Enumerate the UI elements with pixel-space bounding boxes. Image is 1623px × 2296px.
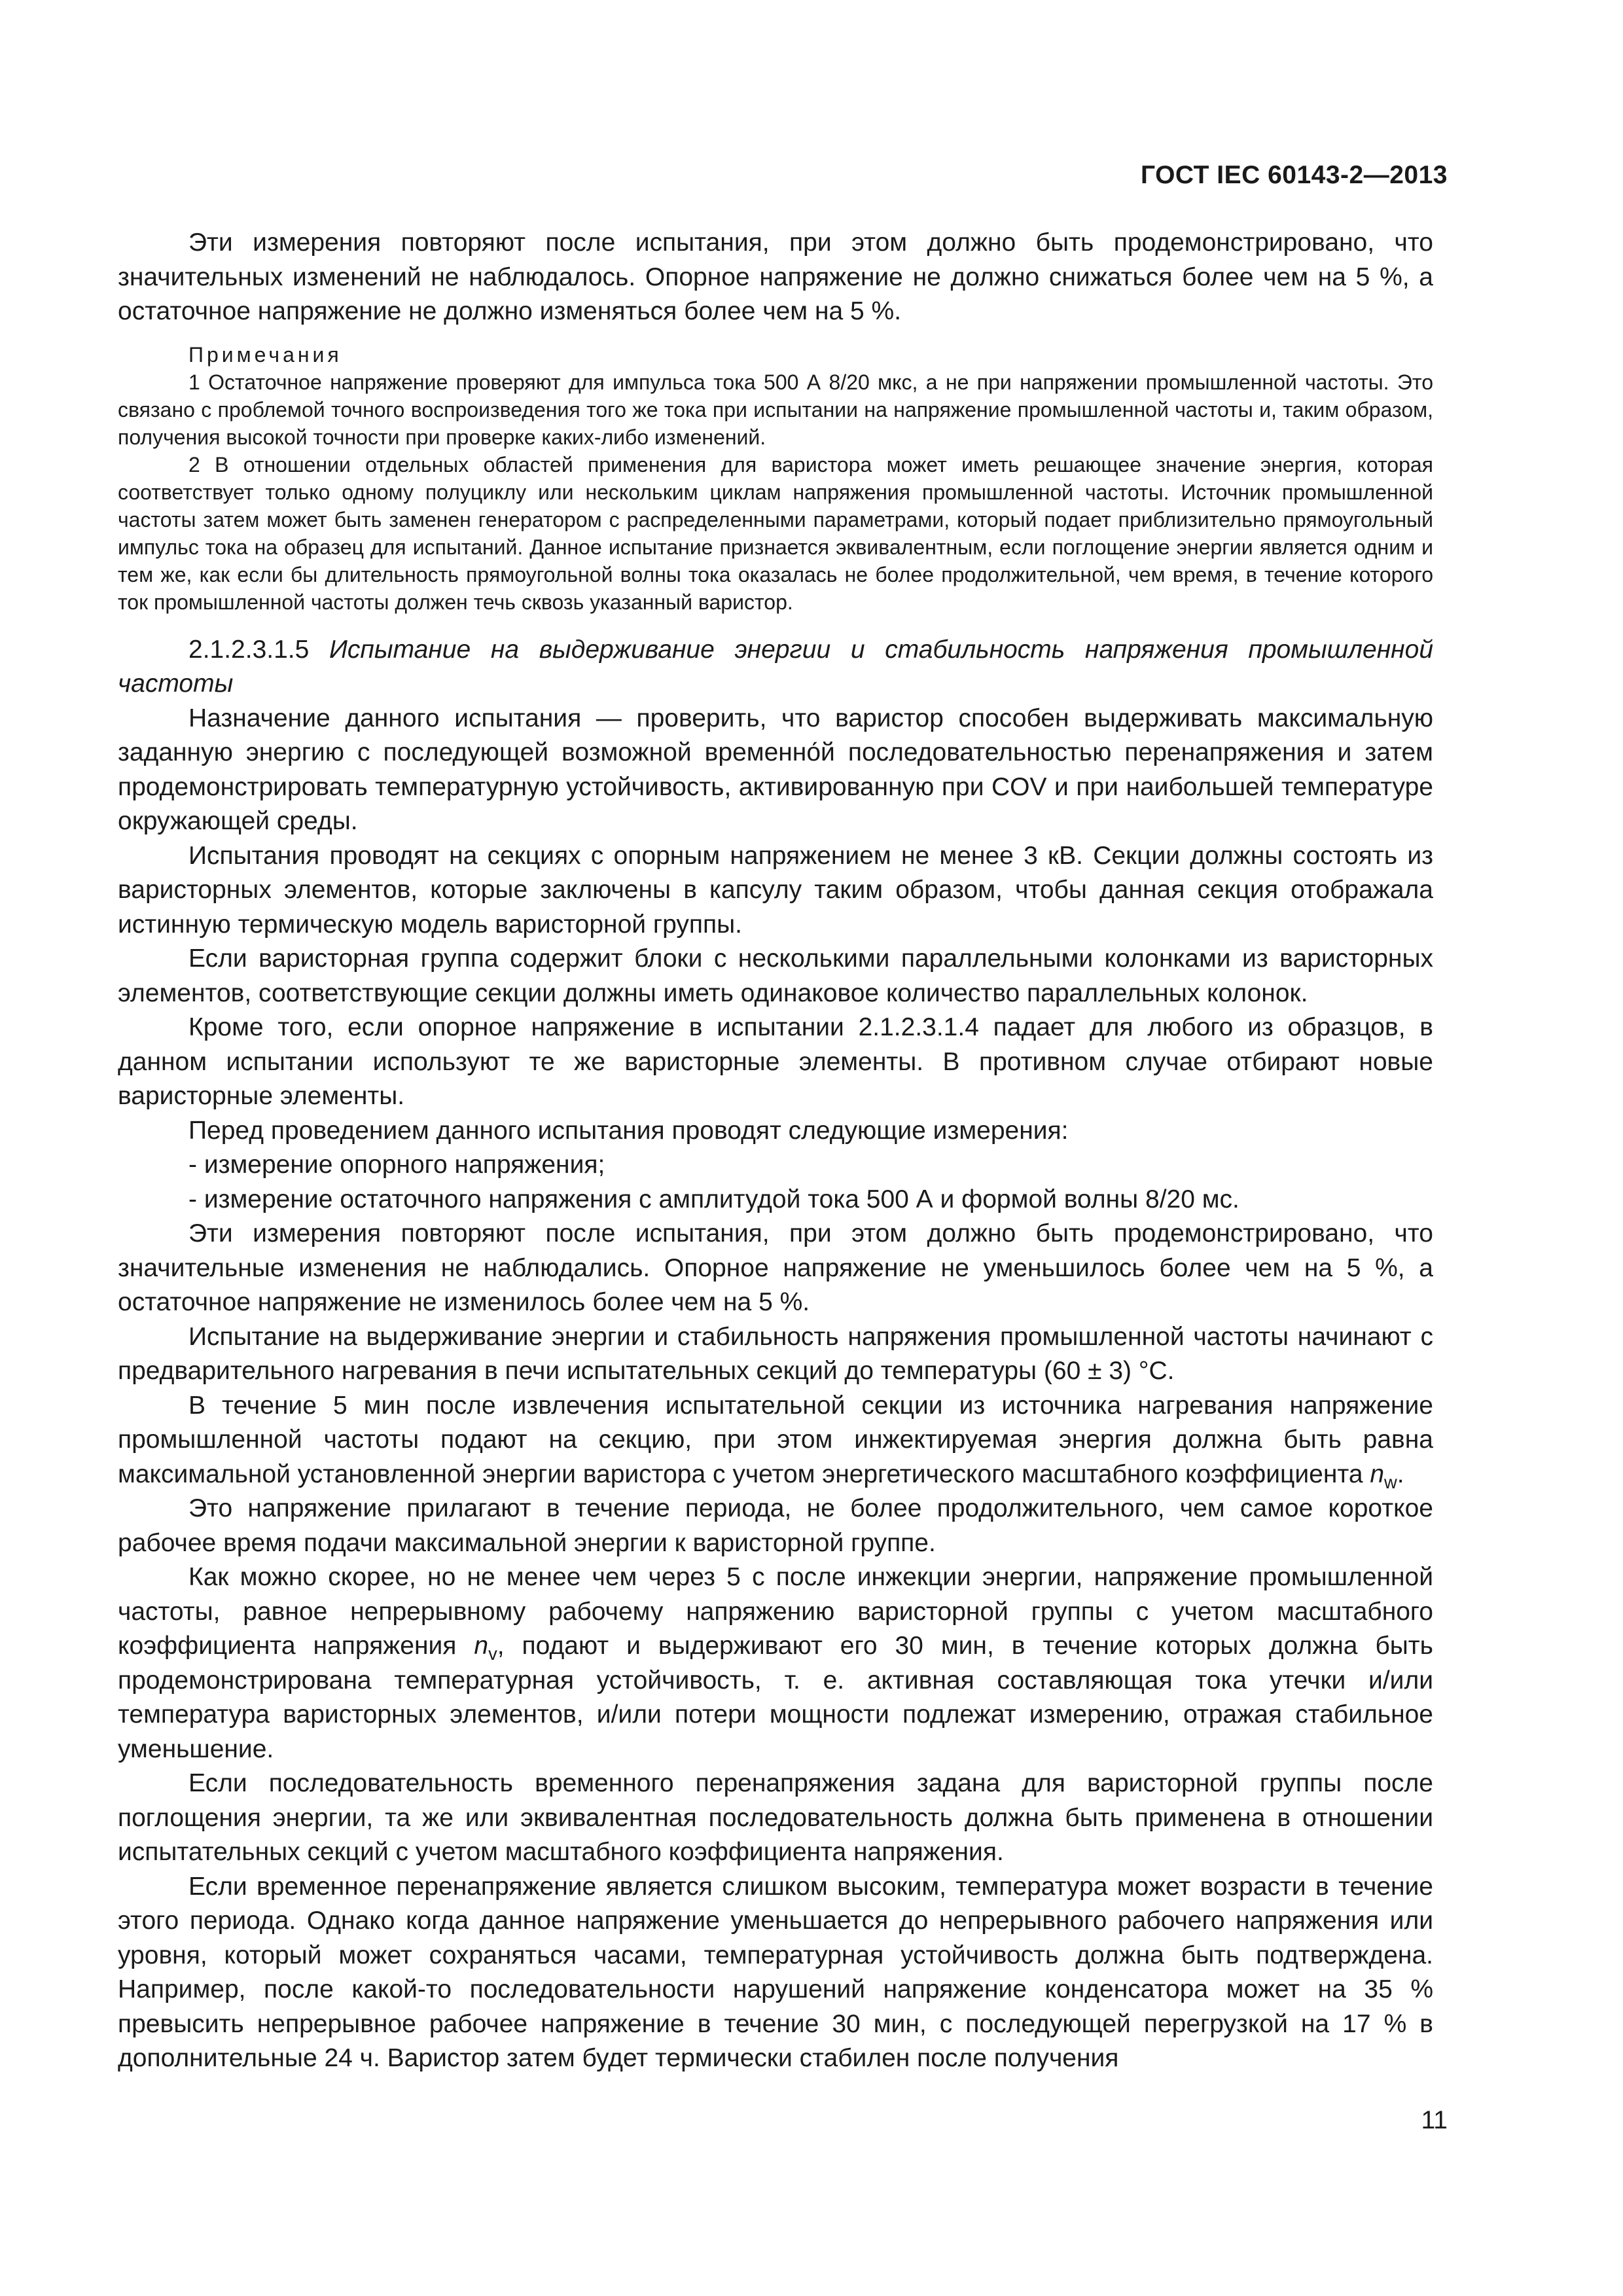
page-number: 11 xyxy=(1421,2106,1448,2134)
list-item: - измерение опорного напряжения; xyxy=(188,1151,605,1179)
section-paragraph: Если последовательность временного перенапряжения задана для варисторной группы после поглощения энергии, та же или эквивалентная последовательность должна быть применена в отношении испытательных секций с учетом масштабного коэффициента напряжения. xyxy=(118,1769,1433,1866)
notes-title: Примечания xyxy=(188,342,342,367)
section-paragraph: Если временное перенапряжение является слишком высоким, температура может возрасти в течение этого периода. Однако когда данное напряжение уменьшается до непрерывного рабочего напряжения или уровня, который может сохраняться часами, температурная устойчивость должна быть подтверждена. Например, после какой-то последовательности нарушений напряжение конденсатора может на 35 % превысить непрерывное рабочее напряжение в течение 30 мин, с последующей перегрузкой на 17 % в дополнительные 24 ч. Варистор затем будет термически стабилен после получения xyxy=(118,1872,1433,2072)
section-paragraph: Испытание на выдерживание энергии и стабильность напряжения промышленной частоты начинают с предварительного нагревания в печи испытательных секций до температуры (60 ± 3) °С. xyxy=(118,1322,1433,1385)
section-heading xyxy=(118,633,1433,702)
page-content xyxy=(118,226,1433,2076)
section-title: Испытание на выдерживание энергии и стабильность напряжения промышленной частоты xyxy=(118,635,1434,698)
section-paragraph: Это напряжение прилагают в течение периода, не более продолжительного, чем самое короткое рабочее время подачи максимальной энергии к варисторной группе. xyxy=(118,1494,1433,1557)
section-paragraph: Кроме того, если опорное напряжение в испытании 2.1.2.3.1.4 падает для любого из образцов, в данном испытании используют те же варисторные элементы. В противном случае отбирают новые варисторные элементы. xyxy=(118,1013,1433,1110)
section-paragraph: Эти измерения повторяют после испытания, при этом должно быть продемонстрировано, что значительные изменения не наблюдались. Опорное напряжение не уменьшилось более чем на 5 %, а остаточное напряжение не изменилось более чем на 5 %. xyxy=(118,1219,1433,1316)
document-code-header: ГОСТ IEC 60143-2—2013 xyxy=(1140,161,1448,189)
section-paragraph: Назначение данного испытания — проверить, что варистор способен выдерживать максимальную заданную энергию с последующей возможной временно́й последовательностью перенапряжения и затем продемонстрировать температурную устойчивость, активированную при COV и при наибольшей температуре окружающей среды. xyxy=(118,704,1433,835)
paragraph-voltage-factor: Как можно скорее, но не менее чем через 5 с после инжекции энергии, напряжение промышленной частоты, равное непрерывному рабочему напряжению варисторной группы с учетом масштабного коэффициента напряжения $n_v$, подают и выдерживают его 30 мин, в течение которых должна быть продемонстрирована температурная устойчивость, т. е. активная составляющая тока утечки и/или температура варисторных элементов, и/или потери мощности подлежат измерению, отражая стабильное уменьшение. xyxy=(118,1563,1433,1763)
intro-paragraph: Эти измерения повторяют после испытания, при этом должно быть продемонстрировано, что значительных изменений не наблюдалось. Опорное напряжение не должно снижаться более чем на 5 %, а остаточное напряжение не должно изменяться более чем на 5 %. xyxy=(118,228,1433,325)
list-item: - измерение остаточного напряжения с амплитудой тока 500 А и формой волны 8/20 мс. xyxy=(188,1185,1240,1213)
section-paragraph: Если варисторная группа содержит блоки с несколькими параллельными колонками из варисторных элементов, соответствующие секции должны иметь одинаковое количество параллельных колонок. xyxy=(118,944,1433,1007)
paragraph-energy-factor: В течение 5 мин после извлечения испытательной секции из источника нагревания напряжение промышленной частоты подают на секцию, при этом инжектируемая энергия должна быть равна максимальной установленной энергии варистора с учетом энергетического масштабного коэффициента $n_w$. xyxy=(118,1391,1433,1492)
notes-block xyxy=(118,341,1433,616)
note-item-1: 1 Остаточное напряжение проверяют для импульса тока 500 А 8/20 мкс, а не при напряжении промышленной частоты. Это связано с проблемой точного воспроизведения того же тока при испытании на напряжение промышленной частоты и, таким образом, получения высокой точности при проверке каких-либо изменений. xyxy=(118,370,1433,449)
section-paragraph: Испытания проводят на секциях с опорным напряжением не менее 3 кВ. Секции должны состоять из варисторных элементов, которые заключены в капсулу таким образом, чтобы данная секция отображала истинную термическую модель варисторной группы. xyxy=(118,841,1433,939)
section-paragraph: Перед проведением данного испытания проводят следующие измерения: xyxy=(188,1116,1069,1145)
note-item-2: 2 В отношении отдельных областей применения для варистора может иметь решающее значение энергия, которая соответствует только одному полуциклу или нескольким циклам напряжения промышленной частоты. Источник промышленной частоты затем может быть заменен генератором с распределенными параметрами, который подает приблизительно прямоугольный импульс тока на образец для испытаний. Данное испытание признается эквивалентным, если поглощение энергии является одним и тем же, как если бы длительность прямоугольной волны тока оказалась не более продолжительной, чем время, в течение которого ток промышленной частоты должен течь сквозь указанный варистор. xyxy=(118,452,1433,614)
section-number: 2.1.2.3.1.5 xyxy=(188,635,310,664)
